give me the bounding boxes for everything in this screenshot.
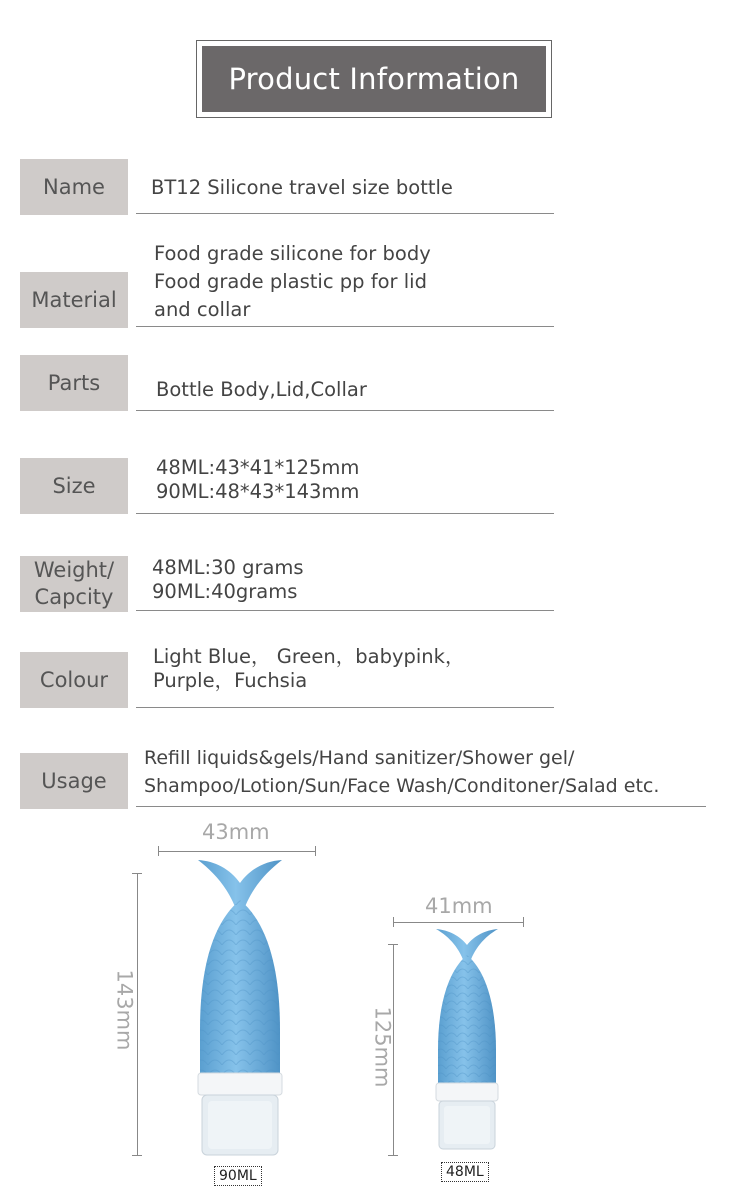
large-capacity-tag: 90ML	[214, 1166, 262, 1186]
header-banner	[202, 46, 546, 112]
label-weight-line: Weight/	[33, 558, 115, 582]
value-colour-line: Light Blue， Green，babypink，	[153, 645, 465, 668]
large-height-tick	[132, 1155, 142, 1156]
value-name	[151, 176, 453, 200]
small-width-line	[393, 922, 524, 923]
header-frame	[196, 40, 552, 118]
label-parts: Parts	[20, 355, 128, 411]
value-parts-line: Bottle Body,Lid,Collar	[156, 378, 367, 401]
large-width-label: 43mm	[202, 820, 270, 844]
label-weight-capacity	[20, 556, 128, 612]
large-height-line	[137, 873, 138, 1156]
large-width-line	[158, 851, 316, 852]
value-name-line: BT12 Silicone travel size bottle	[151, 176, 453, 199]
page-title: Product Information	[228, 62, 520, 96]
value-material-line: Food grade plastic pp for lid	[154, 270, 427, 293]
divider	[136, 707, 554, 708]
label-capacity-line: Capcity	[34, 585, 114, 609]
value-weight-line: 48ML:30 grams	[152, 556, 304, 579]
small-width-tick	[393, 917, 394, 927]
small-width-label: 41mm	[425, 894, 493, 918]
small-height-label: 125mm	[370, 1006, 395, 1088]
label-name: Name	[20, 159, 128, 215]
divider	[136, 513, 554, 514]
value-material	[154, 240, 431, 324]
value-parts	[156, 378, 367, 402]
label-usage: Usage	[20, 753, 128, 809]
value-usage-line: Shampoo/Lotion/Sun/Face Wash/Conditoner/Salad etc.	[144, 775, 660, 797]
divider	[136, 806, 706, 807]
value-weight	[152, 556, 304, 604]
value-size	[156, 456, 359, 504]
value-colour	[153, 645, 464, 693]
label-colour: Colour	[20, 652, 128, 708]
divider	[136, 410, 554, 411]
large-bottle-image	[180, 855, 300, 1165]
small-capacity-tag: 48ML	[441, 1162, 489, 1182]
divider	[136, 213, 554, 214]
small-width-tick	[523, 917, 524, 927]
value-size-line: 48ML:43*41*125mm	[156, 456, 360, 479]
large-width-tick	[158, 846, 159, 856]
divider	[136, 326, 554, 327]
label-material: Material	[20, 272, 128, 328]
value-material-line: and collar	[154, 298, 251, 321]
value-usage	[144, 744, 659, 800]
large-width-tick	[315, 846, 316, 856]
value-weight-line: 90ML:40grams	[152, 580, 298, 603]
value-usage-line: Refill liquids&gels/Hand sanitizer/Shower gel/	[144, 747, 575, 769]
value-size-line: 90ML:48*43*143mm	[156, 480, 360, 503]
divider	[136, 610, 554, 611]
small-height-tick	[388, 1155, 398, 1156]
value-colour-line: Purple，Fuchsia	[153, 669, 308, 692]
small-height-tick	[388, 944, 398, 945]
large-height-label: 143mm	[112, 969, 137, 1051]
small-bottle-image	[424, 925, 510, 1160]
large-height-tick	[132, 873, 142, 874]
label-size: Size	[20, 458, 128, 514]
value-material-line: Food grade silicone for body	[154, 242, 431, 265]
